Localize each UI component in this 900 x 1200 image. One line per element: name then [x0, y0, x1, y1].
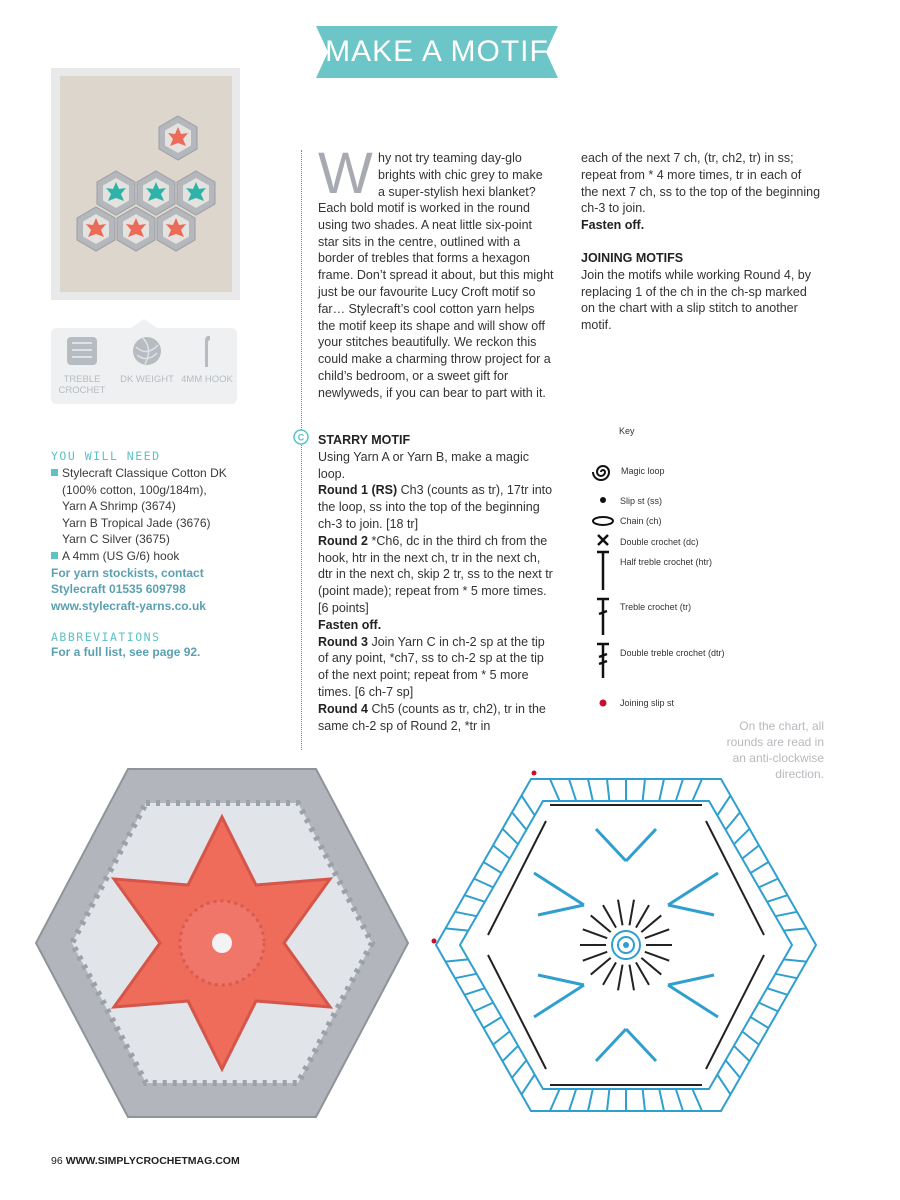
chart-treble-stitch	[775, 912, 797, 916]
intro-paragraph: Each bold motif is worked in the round using two shades. A neat little six-point star sits in the centre, outlined with a border of trebles that forms a hexagon frame. Don’t spread it about, but this might just be our favourite Lucy Croft motif so far… Stylecraft’s cool cotton yarn helps the motif keep its shape and will show off your stitches beautifully. We reckon this could make a charming throw project for a child’s bedroom, or a sweet gift for newlyweds, if you can bear to part with it.	[318, 201, 554, 400]
chart-round1-stitch	[636, 905, 649, 928]
blanket-photo-image	[60, 76, 232, 292]
starry-motif-section	[318, 432, 554, 734]
chart-treble-stitch	[742, 1031, 759, 1044]
joining-slip-stitch-icon	[600, 700, 607, 707]
chart-round1-stitch	[641, 915, 661, 932]
chart-treble-stitch	[569, 779, 576, 801]
chart-treble-stitch	[607, 779, 609, 801]
chart-treble-stitch	[465, 895, 485, 902]
feature-label-hook: 4MM HOOK	[181, 374, 233, 385]
chart-treble-stitch	[465, 988, 485, 995]
chart-treble-stitch	[775, 974, 797, 978]
chart-treble-stitch	[643, 1089, 645, 1111]
chart-treble-stitch	[767, 988, 787, 995]
chart-round1-stitch	[583, 952, 607, 961]
slip-stitch-icon	[600, 497, 606, 503]
chart-round1-stitch	[591, 915, 611, 932]
materials-item: Stylecraft Classique Cotton DK	[51, 465, 271, 482]
chart-round1-stitch	[629, 965, 634, 991]
chart-treble-stitch	[503, 829, 519, 844]
chart-treble-stitch	[522, 796, 535, 816]
chart-treble-stitch	[493, 1031, 510, 1044]
key-treble: Treble crochet (tr)	[620, 602, 692, 612]
feature-label-treble: TREBLE CROCHET	[58, 374, 106, 396]
page-footer	[51, 1155, 240, 1167]
chart-round1-stitch	[645, 952, 669, 961]
chart-round1-stitch	[618, 965, 623, 991]
key-chain: Chain (ch)	[620, 516, 662, 526]
stockists-phone: Stylecraft 01535 609798	[51, 582, 186, 597]
chart-treble-stitch	[659, 1089, 664, 1111]
feature-label-weight: DK WEIGHT	[120, 374, 174, 385]
treble-icon	[597, 599, 609, 635]
chart-treble-stitch	[512, 1060, 526, 1078]
fasten-off: Fasten off.	[581, 218, 645, 233]
chart-treble-stitch	[550, 779, 560, 801]
column-three	[581, 150, 821, 334]
chart-treble-stitch	[717, 796, 730, 816]
key-symbols	[588, 456, 618, 716]
crochet-chart	[428, 765, 824, 1125]
round-3: Round 3 Join Yarn C in ch-2 sp at the tip of any point, *ch7, ss to ch-2 sp at the tip of the next point; repeat from * 5 more times. [6 ch-7 sp]	[318, 634, 545, 699]
key-joining-slip-stitch: Joining slip st	[620, 698, 675, 708]
round-4: Round 4 Ch5 (counts as tr, ch2), tr in the same ch-2 sp of Round 2, *tr in	[318, 701, 546, 733]
chart-treble-stitch	[717, 1075, 730, 1095]
chart-round1-stitch	[629, 900, 634, 926]
chart-treble-stitch	[455, 974, 477, 978]
round-2: Round 2 *Ch6, dc in the third ch from the hook, htr in the next ch, tr in the next ch, dtr in the next ch, skip 2 tr, ss to the next tr (point made); repeat from * 5 more times. [6 points]	[318, 533, 553, 615]
chart-note: On the chart, all rounds are read in an anti-clockwise direction.	[726, 719, 824, 781]
chart-treble-stitch	[759, 1003, 778, 1012]
chart-round1-stitch	[603, 905, 616, 928]
chart-treble-stitch	[474, 1003, 493, 1012]
chart-treble-stitch	[759, 879, 778, 888]
key-title: Key	[619, 426, 635, 436]
chain-icon	[593, 517, 613, 525]
copyright-icon	[293, 429, 309, 445]
chart-treble-stitch	[751, 862, 769, 873]
chart-round1-stitch	[591, 958, 611, 975]
chart-treble-stitch	[767, 895, 787, 902]
chart-treble-stitch	[692, 779, 702, 801]
materials-item: A 4mm (US G/6) hook	[51, 548, 271, 565]
abbreviations-text: For a full list, see page 92.	[51, 645, 201, 660]
chart-treble-stitch	[607, 1089, 609, 1111]
page-number: 96	[51, 1155, 63, 1167]
joining-motifs-heading: JOINING MOTIFS	[581, 250, 684, 265]
chart-treble-stitch	[569, 1089, 576, 1111]
yarn-a: Yarn A Shrimp (3674)	[62, 499, 176, 514]
chart-treble-stitch	[474, 879, 493, 888]
chart-treble-stitch	[503, 1046, 519, 1061]
svg-text:C: C	[297, 432, 305, 443]
chart-treble-stitch	[446, 928, 469, 930]
chart-treble-stitch	[676, 779, 683, 801]
fasten-off: Fasten off.	[318, 617, 382, 632]
double-treble-icon	[597, 644, 609, 678]
key-slip-stitch: Slip st (ss)	[620, 496, 663, 506]
double-crochet-icon	[598, 535, 608, 545]
chart-treble-stitch	[751, 1017, 769, 1028]
drop-cap: W	[318, 141, 373, 206]
treble-crochet-icon	[66, 335, 98, 367]
chart-treble-stitch	[550, 1089, 560, 1111]
starry-intro: Using Yarn A or Yarn B, make a magic loop.	[318, 449, 529, 481]
column-divider	[301, 150, 302, 750]
key-magic-loop: Magic loop	[621, 466, 665, 476]
chart-round1-stitch	[645, 929, 669, 938]
hook-icon	[196, 333, 220, 369]
starry-motif-heading: STARRY MOTIF	[318, 433, 411, 447]
chart-treble-stitch	[726, 1060, 740, 1078]
chart-treble-stitch	[734, 829, 750, 844]
chart-treble-stitch	[726, 812, 740, 830]
chart-round1-stitch	[641, 958, 661, 975]
chart-round1-stitch	[636, 962, 649, 985]
page-title: MAKE A MOTIF	[325, 35, 549, 68]
motif-photo	[34, 765, 410, 1121]
magic-loop-icon	[593, 466, 609, 480]
chart-treble-stitch	[522, 1075, 535, 1095]
bullet-icon	[51, 469, 58, 476]
chart-treble-stitch	[484, 1017, 502, 1028]
yarn-b: Yarn B Tropical Jade (3676)	[62, 515, 211, 530]
chart-treble-stitch	[455, 912, 477, 916]
chart-treble-stitch	[493, 845, 510, 858]
chart-treble-stitch	[734, 1046, 750, 1061]
materials-item-detail: (100% cotton, 100g/184m),	[62, 482, 207, 497]
chart-treble-stitch	[446, 959, 469, 961]
round-4-continued: each of the next 7 ch, (tr, ch2, tr) in ss; repeat from * 4 more times, tr in each of the next 7 ch, ss to the top of the beginning ch-3 to join.	[581, 151, 821, 216]
chart-round1-stitch	[583, 929, 607, 938]
chart-treble-stitch	[692, 1089, 702, 1111]
chart-treble-stitch	[643, 779, 645, 801]
chart-treble-stitch	[512, 812, 526, 830]
stockists-url[interactable]: www.stylecraft-yarns.co.uk	[51, 598, 206, 613]
chart-treble-stitch	[784, 959, 807, 961]
intro-first-lines: hy not try teaming day-glo brights with chic grey to make a super-stylish hexi blanket?	[378, 151, 543, 199]
key-half-treble: Half treble crochet (htr)	[620, 557, 713, 567]
half-treble-icon	[597, 552, 609, 590]
round-1: Round 1 (RS) Ch3 (counts as tr), 17tr into the loop, ss into the top of the beginning ch-3 to join. [18 tr]	[318, 483, 553, 531]
chart-treble-stitch	[676, 1089, 683, 1111]
feature-strip	[51, 318, 237, 404]
abbreviations-heading: ABBREVIATIONS	[51, 630, 161, 645]
chart-treble-stitch	[588, 1089, 593, 1111]
you-will-need-section	[51, 449, 271, 661]
yarn-c: Yarn C Silver (3675)	[62, 532, 170, 547]
chart-treble-stitch	[659, 779, 664, 801]
chart-treble-stitch	[784, 928, 807, 930]
key-double-crochet: Double crochet (dc)	[620, 537, 699, 547]
chart-treble-stitch	[588, 779, 593, 801]
you-will-need-heading: YOU WILL NEED	[51, 449, 161, 463]
chart-treble-stitch	[484, 862, 502, 873]
site-url[interactable]: WWW.SIMPLYCROCHETMAG.COM	[65, 1155, 240, 1167]
bullet-icon	[51, 552, 58, 559]
chart-treble-stitch	[742, 845, 759, 858]
chart-round1-stitch	[603, 962, 616, 985]
joining-motifs-text: Join the motifs while working Round 4, by replacing 1 of the ch in the ch-sp marked on the chart with a slip stitch to another motif.	[581, 267, 811, 333]
key-double-treble: Double treble crochet (dtr)	[620, 648, 725, 658]
stockists-text: For yarn stockists, contact	[51, 565, 204, 580]
chart-round1-stitch	[618, 900, 623, 926]
yarn-ball-icon	[131, 335, 163, 367]
